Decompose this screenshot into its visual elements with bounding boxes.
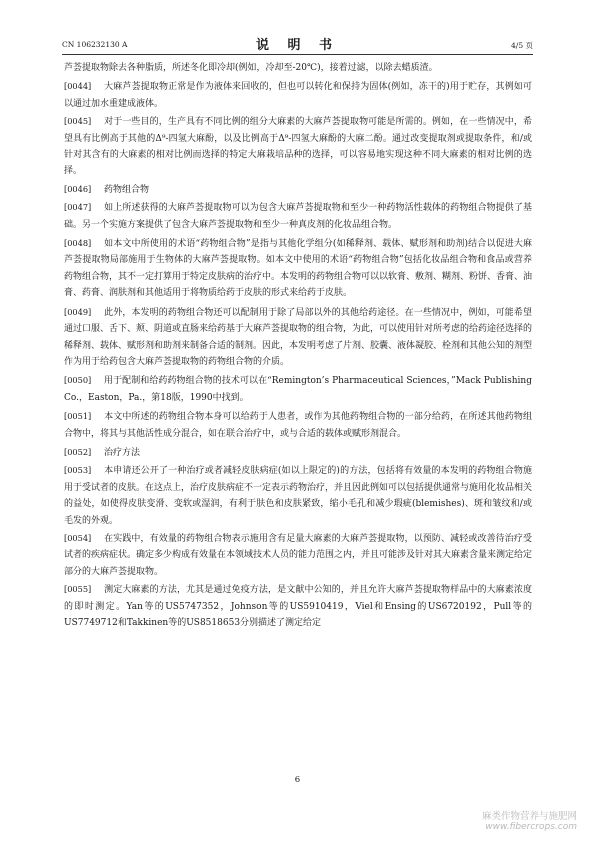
watermark-url: www.fibercrops.com — [485, 822, 577, 832]
paragraph-number: [0055] — [64, 584, 92, 595]
watermark-chinese: 麻类作物营养与施肥网 — [481, 811, 577, 822]
paragraph — [64, 113, 532, 180]
paragraph-text: 对于一些目的，生产具有不同比例的组分大麻素的大麻芦荟提取物可能是所需的。例如，在一些情况中，希望具有比例高于其他的Δ⁹-四氢大麻酚，以及比例高于Δ⁹-四氢大麻酚的大麻二酚。通过改变提取剂或提取条件，和/或针对其含有的大麻素的相对比例而选择的特定大麻栽培品种的选择，可以容易地实现这种不同大麻素的相对比例的选择。 — [64, 117, 532, 177]
paragraph-text: 本文中所述的药物组合物本身可以给药于人患者，或作为其他药物组合物的一部分给药，在所述其他药物组合物中，将其与其他活性成分混合，如在联合治疗中，或与合适的载体或赋形剂混合。 — [64, 412, 532, 439]
paragraph-text: 本申请还公开了一种治疗或者减轻皮肤病症(如以上限定的)的方法，包括将有效量的本发明的药物组合物施用于受试者的皮肤。在这点上，治疗皮肤病症不一定表示药物治疗，并且因此例如可以包括提供通常与施用化妆品相关的益处，如使得皮肤变滑、变软或湿润，有利于肤色和皮肤紧致，缩小毛孔和减少瑕疵(blemishes)、斑和皱纹和/或毛发的外观。 — [64, 466, 533, 526]
paragraph-number: [0050] — [64, 375, 92, 386]
page-number: 6 — [294, 775, 301, 785]
paragraph-text: 在实践中，有效量的药物组合物表示施用含有足量大麻素的大麻芦荟提取物，以预防、减轻或改善待治疗受试者的疾病症状。确定多少构成有效量在本领域技术人员的能力范围之内，并且可能涉及针对其大麻素含量来测定给定部分的大麻芦荟提取物。 — [64, 533, 533, 577]
paragraph-text: 治疗方法 — [104, 447, 141, 458]
paragraph-text: 芦荟提取物除去各种脂质，所述冬化即冷却(例如，冷却至-20℃)，接着过滤，以除去蜡质渣。 — [64, 63, 438, 73]
paragraph-number: [0048] — [64, 238, 92, 249]
paragraph — [64, 372, 532, 406]
paragraph-number: [0045] — [64, 116, 92, 127]
paragraph-number: [0052] — [64, 446, 92, 457]
paragraph-text: 测定大麻素的方法，尤其是通过免疫方法，是文献中公知的，并且允许大麻芦荟提取物样品中的大麻素浓度的即时测定。Yan等的US5747352，Johnson等的US5910419，Viel和Ensing的US6720192，Pull等的US7749712和Takkinen等的US8518653分别描述了测定给定 — [64, 585, 532, 628]
paragraph-text: 如上所述获得的大麻芦荟提取物可以为包含大麻芦荟提取物和至少一种药物活性载体的药物组合物提供了基础。另一个实施方案提供了包含大麻芦荟提取物和至少一种真皮剂的化妆品组合物。 — [64, 203, 532, 230]
paragraph — [64, 462, 532, 529]
paragraph — [64, 181, 532, 198]
paragraph — [64, 444, 532, 461]
paragraph-number: [0049] — [64, 306, 92, 317]
paragraph-number: [0046] — [64, 183, 92, 194]
paragraph — [64, 304, 532, 371]
paragraph — [64, 60, 532, 76]
paragraph-number: [0047] — [64, 202, 92, 213]
paragraph-number: [0054] — [64, 532, 92, 543]
paragraph — [64, 408, 532, 442]
paragraph-text: 此外，本发明的药物组合物还可以配制用于除了局部以外的其他给药途径。在一些情况中，例如，可能希望通过口服、舌下、颊、阴道或直肠来给药基于大麻芦荟提取物的组合物，为此，可以使用针对所考虑的给药途径选择的稀释剂、载体、赋形剂和助剂来制备合适的制剂。因此，本发明考虑了片剂、胶囊、液体凝胶、栓剂和其他公知的剂型作为用于给药包含大麻芦荟提取物的药物组合物的介质。 — [64, 307, 533, 367]
paragraph — [64, 199, 532, 233]
page-indicator: 4/5 页 — [511, 41, 533, 50]
patent-number: CN 106232130 A — [62, 40, 128, 49]
paragraph — [64, 78, 532, 112]
paragraph-number: [0053] — [64, 465, 92, 476]
paragraph — [64, 235, 532, 302]
paragraph-text: 用于配制和给药药物组合物的技术可以在“Remington’s Pharmaceutical Sciences，”Mack Publishing Co.，Easton，Pa.，第18版，1990中找到。 — [64, 376, 532, 403]
paragraph-text: 药物组合物 — [104, 184, 150, 195]
document-body — [64, 60, 532, 631]
paragraph — [64, 581, 532, 631]
paragraph-text: 大麻芦荟提取物正常是作为液体来回收的，但也可以转化和保持为固体(例如，冻干的)用于贮存，其例如可以通过加水重建成液体。 — [64, 82, 532, 109]
paragraph — [64, 530, 532, 580]
page-header — [62, 34, 533, 55]
paragraph-number: [0051] — [64, 411, 92, 422]
paragraph-number: [0044] — [64, 81, 92, 92]
paragraph-text: 如本文中所使用的术语“药物组合物”是指与其他化学组分(如稀释剂、载体、赋形剂和助剂)结合以促进大麻芦荟提取物局部施用于生物体的大麻芦荟提取物。如本文中使用的术语“药物组合物”包括化妆品组合物和食品或营养药物组合物，其不一定打算用于特定皮肤病的治疗中。本发明的药物组合物可以以软膏、敷剂、糊剂、粉饼、香膏、油膏、药膏、润肤剂和其他适用于将物质给药于皮肤的形式来给药于皮肤。 — [64, 239, 533, 299]
document-title: 说 明 书 — [255, 38, 340, 53]
